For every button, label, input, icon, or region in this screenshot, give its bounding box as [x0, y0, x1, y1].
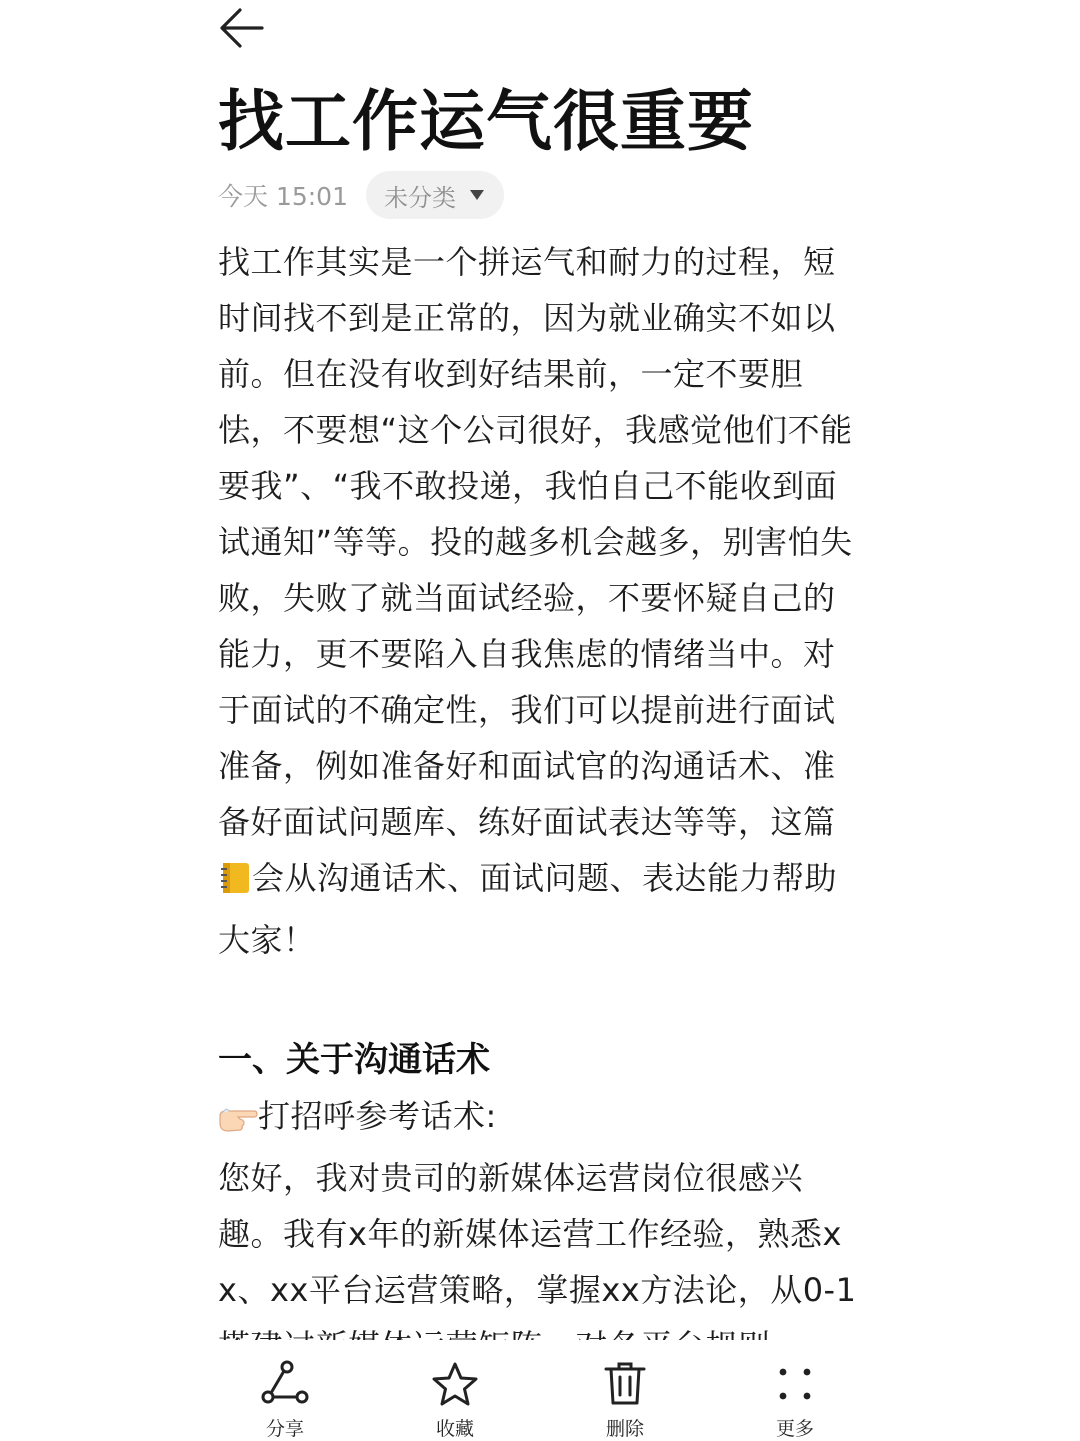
more-button[interactable]	[735, 1358, 855, 1441]
meta-row	[218, 170, 504, 220]
favorite-button[interactable]	[395, 1358, 515, 1441]
pointing-hand-icon	[218, 1094, 258, 1150]
intro-text-part1: 找工作其实是一个拼运气和耐力的过程，短时间找不到是正常的，因为就业确实不如以前。但在没有收到好结果前，一定不要胆怯，不要想“这个公司很好，我感觉他们不能要我”、“我不敢投递，我怕自己不能收到面试通知”等等。投的越多机会越多，别害怕失败，失败了就当面试经验，不要怀疑自己的能力，更不要陷入自我焦虑的情绪当中。对于面试的不确定性，我们可以提前进行面试准备，例如准备好和面试官的沟通话术、准备好面试问题库、练好面试表达等等，这篇	[218, 243, 853, 841]
bottom-toolbar	[0, 1340, 1080, 1440]
notebook-icon	[218, 856, 252, 912]
delete-label: 删除	[605, 1418, 644, 1440]
timestamp: 今天 15:01	[218, 182, 348, 211]
category-label: 未分类	[384, 183, 456, 212]
note-content[interactable]	[218, 234, 858, 1340]
more-label: 更多	[775, 1418, 814, 1440]
section-heading-communication: 一、关于沟通话术	[218, 1040, 490, 1080]
triangle-down-icon	[470, 190, 484, 200]
more-icon	[769, 1358, 821, 1410]
page-title: 找工作运气很重要	[218, 83, 754, 160]
share-button[interactable]	[225, 1358, 345, 1441]
greeting-label: 打招呼参考话术:	[258, 1097, 497, 1135]
intro-text-part2: 会从沟通话术、面试问题、表达能力帮助大家！	[218, 859, 838, 959]
trash-icon	[599, 1358, 651, 1410]
favorite-label: 收藏	[435, 1418, 474, 1440]
greeting-label-line	[218, 1088, 858, 1150]
back-button[interactable]	[214, 4, 270, 52]
arrow-left-icon	[218, 6, 266, 50]
share-label: 分享	[265, 1418, 304, 1440]
category-dropdown[interactable]	[366, 171, 504, 219]
greeting-paragraph: 您好，我对贵司的新媒体运营岗位很感兴趣。我有x年的新媒体运营工作经验，熟悉xx、xx平台运营策略，掌握xx方法论，从0-1	[218, 1159, 857, 1309]
delete-button[interactable]	[565, 1358, 685, 1441]
share-icon	[259, 1358, 311, 1410]
star-icon	[429, 1358, 481, 1410]
intro-paragraph	[218, 234, 858, 968]
